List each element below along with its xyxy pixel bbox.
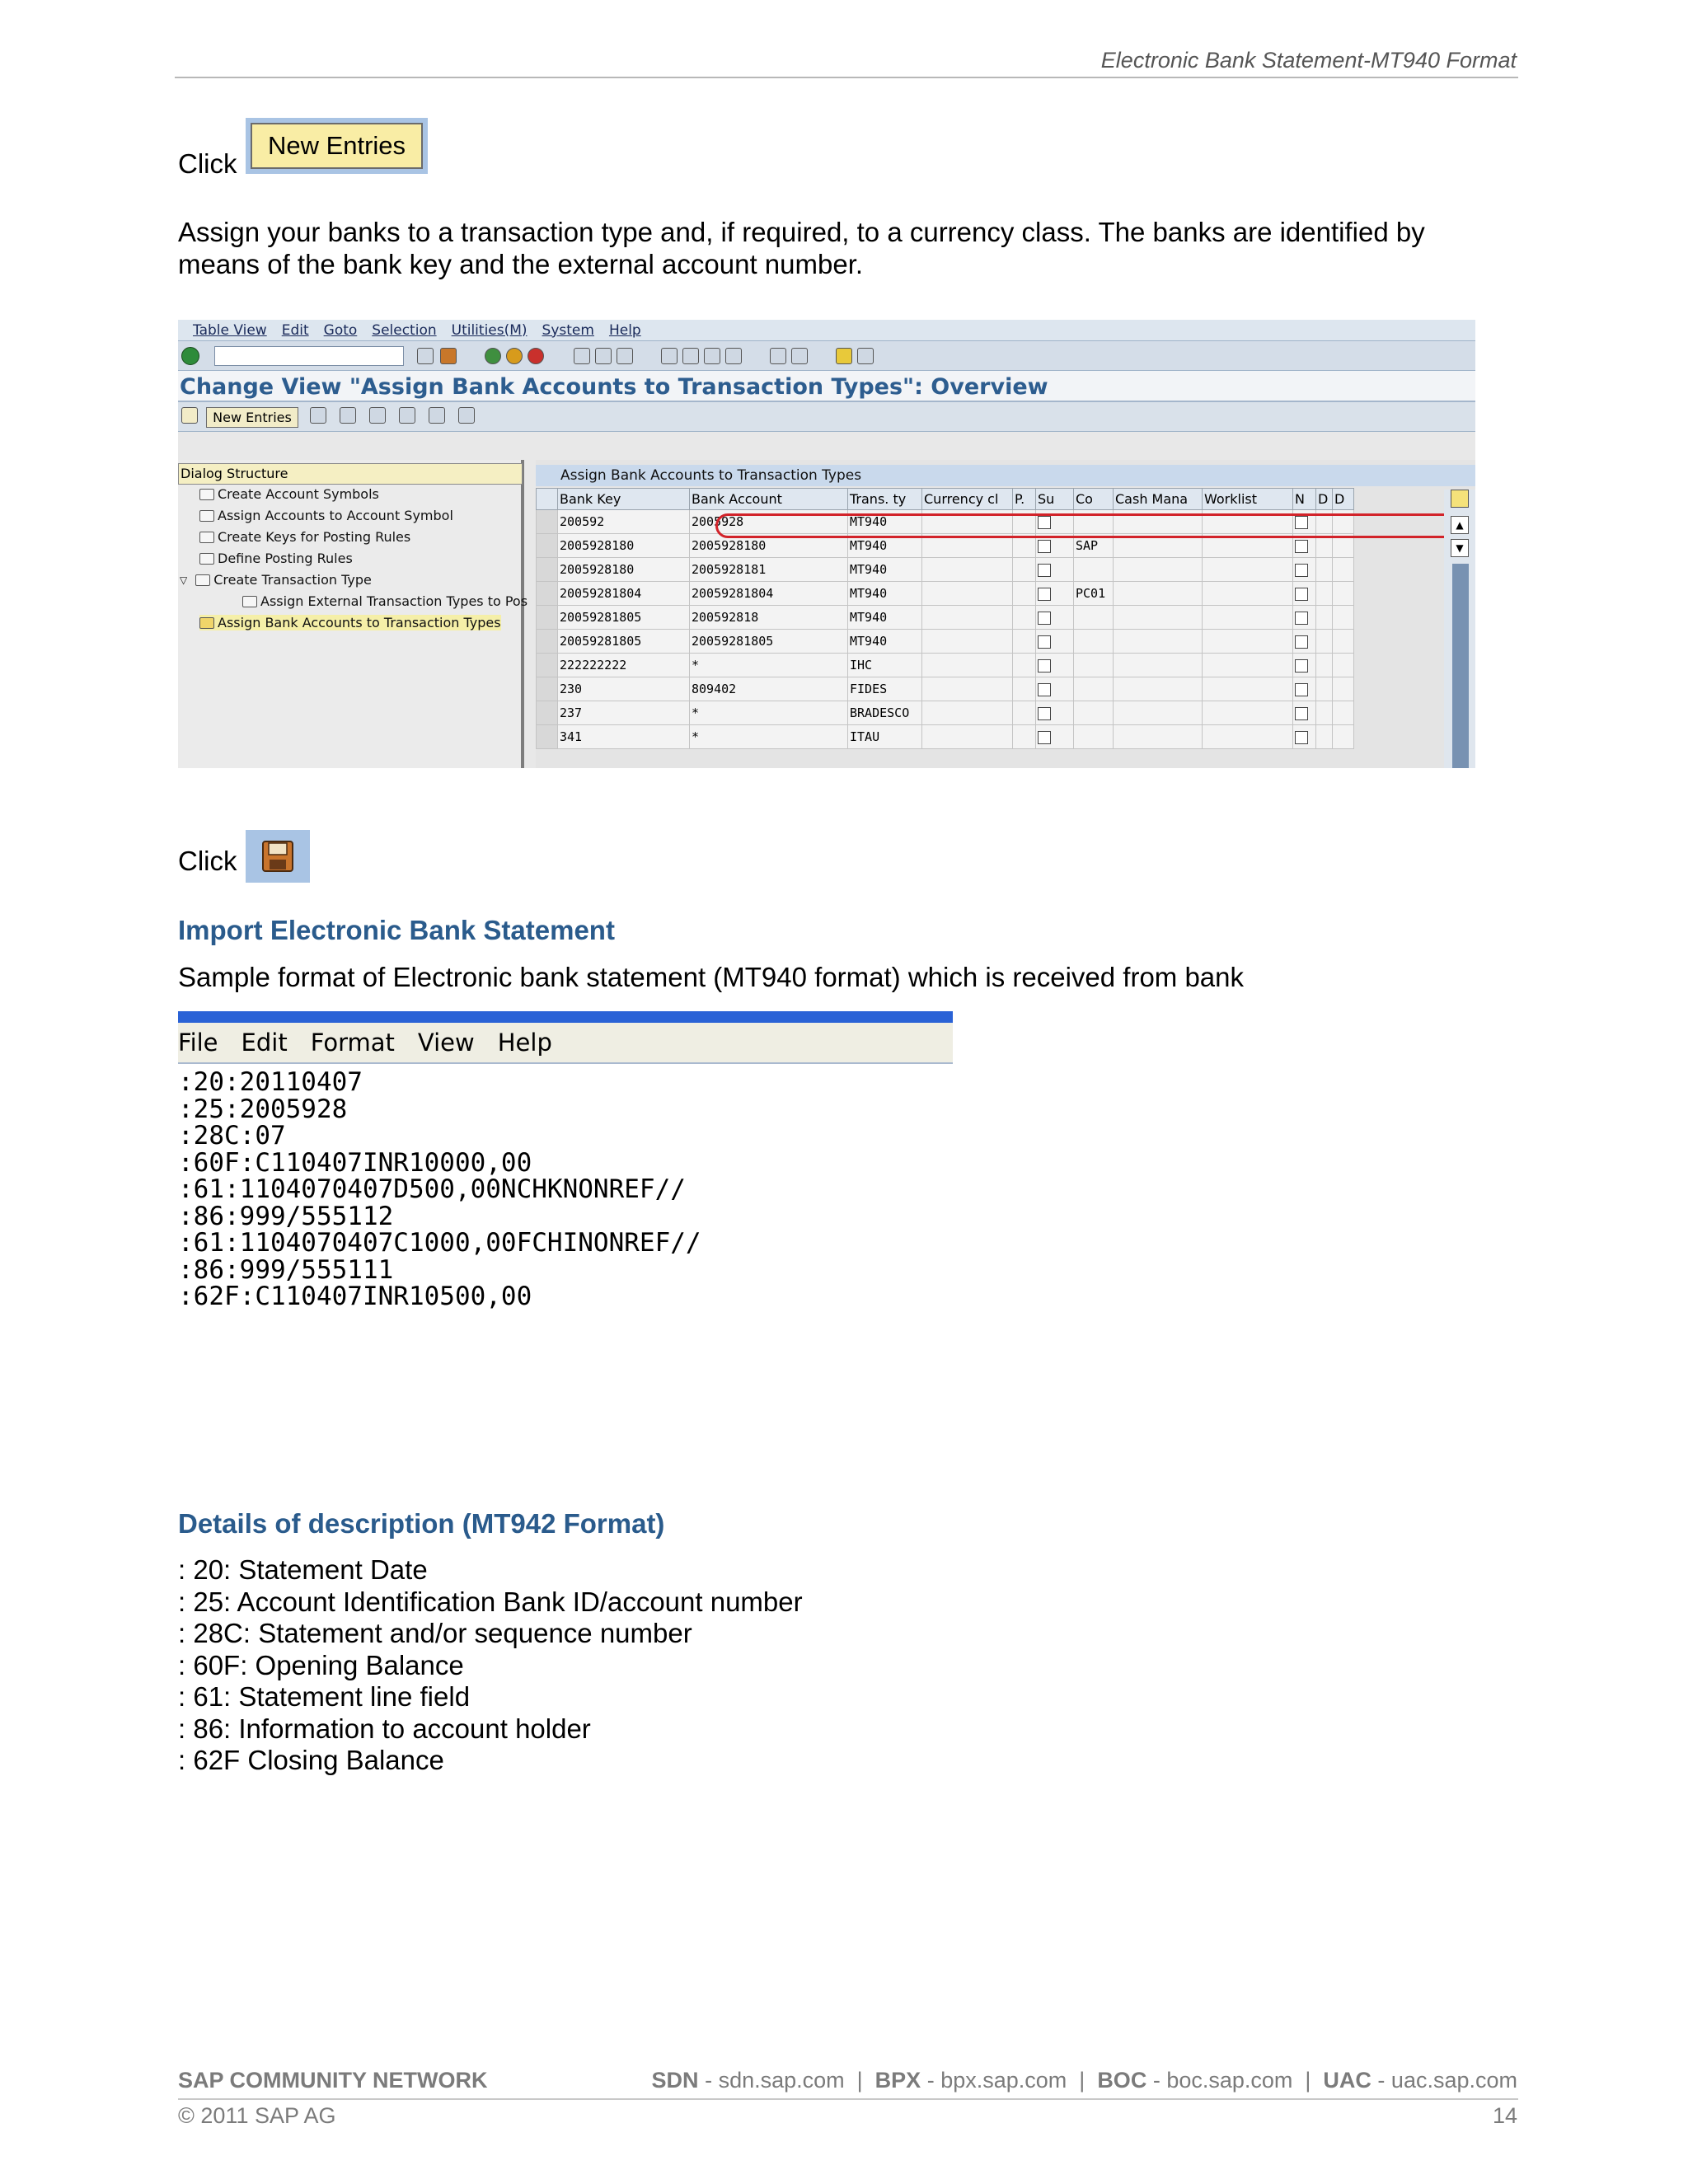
footer-separator: | xyxy=(844,2068,875,2093)
table-vertical-scrollbar[interactable] xyxy=(1444,490,1475,768)
detail-item: : 25: Account Identification Bank ID/account number xyxy=(178,1586,803,1617)
table-cell[interactable] xyxy=(922,654,1013,677)
tree-item-define-posting-rules[interactable]: Define Posting Rules xyxy=(199,551,353,566)
table-cell[interactable]: 20059281804 xyxy=(690,582,848,606)
checkbox[interactable] xyxy=(1295,612,1308,625)
layout-menu-icon[interactable] xyxy=(857,348,874,364)
table-cell[interactable] xyxy=(1074,630,1114,654)
intro-paragraph: Assign your banks to a transaction type and, if required, to a currency class. The banks are identified by means of the bank key and the external account number. xyxy=(178,217,1425,279)
column-header[interactable]: Bank Key xyxy=(558,489,690,510)
header-divider xyxy=(175,77,1518,78)
table-cell[interactable] xyxy=(922,582,1013,606)
table-cell[interactable] xyxy=(1333,630,1354,654)
footer-link-url[interactable]: bpx.sap.com xyxy=(940,2068,1067,2093)
table-cell[interactable] xyxy=(1013,606,1036,630)
new-entries-button-image xyxy=(246,118,428,174)
notepad-menu-format[interactable]: Format xyxy=(310,1029,395,1057)
table-cell[interactable] xyxy=(1074,558,1114,582)
table-cell[interactable] xyxy=(1316,654,1333,677)
tree-item-create-account-symbols[interactable]: Create Account Symbols xyxy=(199,486,379,502)
table-cell[interactable] xyxy=(1013,630,1036,654)
folder-icon xyxy=(199,510,214,522)
checkbox[interactable] xyxy=(1295,683,1308,696)
table-cell-checkbox[interactable] xyxy=(1293,677,1316,701)
previous-page-icon[interactable] xyxy=(682,348,699,364)
sap-menu-system[interactable]: System xyxy=(542,321,594,339)
table-cell[interactable]: 2005928180 xyxy=(558,558,690,582)
row-selector-header[interactable] xyxy=(537,489,558,510)
column-header[interactable]: P. xyxy=(1013,489,1036,510)
row-selector[interactable] xyxy=(537,534,558,558)
table-cell[interactable] xyxy=(1013,701,1036,725)
checkbox[interactable] xyxy=(1295,635,1308,649)
table-cell[interactable] xyxy=(1074,654,1114,677)
save-icon xyxy=(261,840,294,873)
footer-link-label: SDN xyxy=(651,2068,699,2093)
table-cell[interactable] xyxy=(1203,725,1293,749)
table-row[interactable] xyxy=(537,558,1354,582)
footer-dash: - xyxy=(698,2068,719,2093)
column-header[interactable]: D xyxy=(1333,489,1354,510)
table-cell[interactable] xyxy=(1203,630,1293,654)
select-block-icon[interactable] xyxy=(429,407,445,424)
table-cell-checkbox[interactable] xyxy=(1036,725,1074,749)
footer-link-url[interactable]: boc.sap.com xyxy=(1166,2068,1293,2093)
table-cell[interactable]: 20059281805 xyxy=(558,606,690,630)
sap-menu-help[interactable]: Help xyxy=(608,321,641,339)
column-header[interactable]: Trans. ty xyxy=(848,489,922,510)
table-cell[interactable]: 2005928180 xyxy=(690,534,848,558)
table-cell[interactable] xyxy=(1074,701,1114,725)
column-header[interactable]: Bank Account xyxy=(690,489,848,510)
table-cell[interactable]: MT940 xyxy=(848,558,922,582)
checkbox[interactable] xyxy=(1038,707,1051,720)
folder-icon xyxy=(195,574,210,586)
open-folder-icon xyxy=(199,617,214,629)
document-header-title: Electronic Bank Statement-MT940 Format xyxy=(1100,48,1517,73)
table-cell[interactable]: ITAU xyxy=(848,725,922,749)
checkbox[interactable] xyxy=(1038,659,1051,673)
table-cell[interactable] xyxy=(1013,582,1036,606)
table-cell[interactable]: 341 xyxy=(558,725,690,749)
table-row[interactable] xyxy=(537,606,1354,630)
sap-menu-edit[interactable]: Edit xyxy=(281,321,309,339)
table-cell[interactable] xyxy=(1333,654,1354,677)
table-cell[interactable]: 809402 xyxy=(690,677,848,701)
table-cell[interactable] xyxy=(922,677,1013,701)
tree-item-assign-accounts[interactable]: Assign Accounts to Account Symbol xyxy=(199,508,453,523)
column-header[interactable]: D xyxy=(1316,489,1333,510)
table-caption: Assign Bank Accounts to Transaction Types xyxy=(536,465,1475,486)
checkbox[interactable] xyxy=(1038,564,1051,577)
notepad-menu-file[interactable]: File xyxy=(178,1029,218,1057)
print-icon[interactable] xyxy=(574,348,590,364)
table-cell[interactable] xyxy=(922,701,1013,725)
row-selector[interactable] xyxy=(537,725,558,749)
detail-item: : 20: Statement Date xyxy=(178,1554,428,1585)
table-cell[interactable] xyxy=(922,725,1013,749)
table-cell-checkbox[interactable] xyxy=(1036,701,1074,725)
tree-item-create-keys[interactable]: Create Keys for Posting Rules xyxy=(199,529,410,545)
footer-dash: - xyxy=(921,2068,941,2093)
notepad-screenshot xyxy=(178,1011,953,1311)
table-cell-checkbox[interactable] xyxy=(1036,582,1074,606)
table-row[interactable] xyxy=(537,630,1354,654)
footer-link-url[interactable]: uac.sap.com xyxy=(1390,2068,1517,2093)
footer-separator: | xyxy=(1292,2068,1324,2093)
checkbox[interactable] xyxy=(1038,635,1051,649)
import-section-heading: Import Electronic Bank Statement xyxy=(178,915,615,945)
table-cell[interactable]: * xyxy=(690,725,848,749)
footer-link-label: BPX xyxy=(874,2068,921,2093)
checkbox[interactable] xyxy=(1295,731,1308,744)
column-header[interactable]: Currency cl xyxy=(922,489,1013,510)
tree-item-assign-external-types[interactable]: Assign External Transaction Types to Pos xyxy=(242,593,528,609)
table-cell[interactable] xyxy=(1333,558,1354,582)
table-cell[interactable]: 20059281804 xyxy=(558,582,690,606)
table-cell[interactable] xyxy=(1333,582,1354,606)
row-selector[interactable] xyxy=(537,606,558,630)
statement-line: :25:2005928 xyxy=(178,1094,348,1124)
table-cell[interactable] xyxy=(1074,725,1114,749)
table-cell[interactable]: 2005928 xyxy=(690,510,848,534)
footer-network: SAP COMMUNITY NETWORK xyxy=(178,2068,488,2093)
table-cell[interactable] xyxy=(1114,701,1203,725)
notepad-menu-bar xyxy=(178,1023,953,1064)
table-row[interactable] xyxy=(537,654,1354,677)
select-all-icon[interactable] xyxy=(399,407,415,424)
table-cell[interactable] xyxy=(1013,725,1036,749)
table-cell[interactable]: 2005928180 xyxy=(558,534,690,558)
row-selector[interactable] xyxy=(537,630,558,654)
table-cell-checkbox[interactable] xyxy=(1036,630,1074,654)
table-row[interactable] xyxy=(537,677,1354,701)
table-cell-checkbox[interactable] xyxy=(1036,558,1074,582)
table-cell[interactable] xyxy=(1114,677,1203,701)
table-row[interactable] xyxy=(537,701,1354,725)
dialog-structure-header: Dialog Structure xyxy=(178,463,523,485)
table-cell[interactable] xyxy=(1316,606,1333,630)
highlight-oval xyxy=(715,513,1475,538)
detail-item: : 28C: Statement and/or sequence number xyxy=(178,1618,692,1648)
table-cell[interactable] xyxy=(1316,677,1333,701)
table-cell[interactable]: MT940 xyxy=(848,510,922,534)
row-selector[interactable] xyxy=(537,558,558,582)
footer-link-label: UAC xyxy=(1323,2068,1372,2093)
sap-application-toolbar xyxy=(178,402,1475,432)
sap-screen-title: Change View "Assign Bank Accounts to Transaction Types": Overview xyxy=(180,374,1048,400)
table-header-row xyxy=(537,489,1354,510)
table-cell[interactable]: 20059281805 xyxy=(690,630,848,654)
table-cell[interactable] xyxy=(1316,630,1333,654)
exit-icon[interactable] xyxy=(506,348,523,364)
checkbox[interactable] xyxy=(1038,612,1051,625)
click-label-1: Click xyxy=(178,148,237,179)
footer-dash: - xyxy=(1146,2068,1167,2093)
sap-new-entries-button[interactable]: New Entries xyxy=(206,407,298,428)
sap-menu-table-view[interactable]: Table View xyxy=(193,321,267,339)
table-cell-checkbox[interactable] xyxy=(1036,677,1074,701)
column-header[interactable]: Co xyxy=(1074,489,1114,510)
copy-as-icon[interactable] xyxy=(310,407,326,424)
footer-separator: | xyxy=(1067,2068,1098,2093)
table-cell[interactable]: 20059281805 xyxy=(558,630,690,654)
table-cell[interactable] xyxy=(1013,558,1036,582)
row-selector[interactable] xyxy=(537,510,558,534)
enter-check-icon[interactable] xyxy=(181,347,199,365)
statement-line: :61:1104070407C1000,00FCHINONREF// xyxy=(178,1228,701,1258)
table-cell[interactable]: IHC xyxy=(848,654,922,677)
statement-line: :62F:C110407INR10500,00 xyxy=(178,1282,532,1311)
checkbox[interactable] xyxy=(1295,564,1308,577)
table-cell[interactable] xyxy=(1013,677,1036,701)
row-selector[interactable] xyxy=(537,677,558,701)
scroll-up-icon[interactable]: ▲ xyxy=(1451,516,1469,534)
tree-item-assign-bank-accounts[interactable]: Assign Bank Accounts to Transaction Types xyxy=(199,615,501,630)
table-cell[interactable] xyxy=(1203,582,1293,606)
sample-format-text: Sample format of Electronic bank statement (MT940 format) which is received from bank xyxy=(178,962,1245,992)
table-cell[interactable]: 200592818 xyxy=(690,606,848,630)
table-row[interactable] xyxy=(537,725,1354,749)
table-cell[interactable] xyxy=(1333,677,1354,701)
table-cell[interactable]: MT940 xyxy=(848,606,922,630)
checkbox[interactable] xyxy=(1295,588,1308,601)
table-cell[interactable] xyxy=(1333,606,1354,630)
first-page-icon[interactable] xyxy=(661,348,678,364)
checkbox[interactable] xyxy=(1038,588,1051,601)
checkbox[interactable] xyxy=(1295,659,1308,673)
row-selector[interactable] xyxy=(537,701,558,725)
table-cell[interactable]: 2005928181 xyxy=(690,558,848,582)
command-field[interactable] xyxy=(214,346,404,366)
details-section-heading: Details of description (MT942 Format) xyxy=(178,1508,665,1539)
footer-divider xyxy=(178,2098,1518,2100)
statement-line: :60F:C110407INR10000,00 xyxy=(178,1147,532,1178)
checkbox[interactable] xyxy=(1038,683,1051,696)
notepad-menu-view[interactable]: View xyxy=(417,1029,475,1057)
statement-line: :20:20110407 xyxy=(178,1067,363,1097)
table-cell[interactable] xyxy=(1203,701,1293,725)
detail-item: : 60F: Opening Balance xyxy=(178,1649,464,1680)
table-cell[interactable]: * xyxy=(690,701,848,725)
sap-screenshot xyxy=(178,320,1475,768)
save-button-image[interactable] xyxy=(246,830,310,883)
cancel-icon[interactable] xyxy=(528,348,544,364)
footer-copyright: © 2011 SAP AG xyxy=(178,2103,336,2128)
detail-item: : 62F Closing Balance xyxy=(178,1745,444,1775)
back-arrow-icon[interactable] xyxy=(417,348,434,364)
back-icon[interactable] xyxy=(485,348,501,364)
find-icon[interactable] xyxy=(595,348,612,364)
sap-menu-bar xyxy=(178,320,1475,341)
checkbox[interactable] xyxy=(1038,731,1051,744)
detail-item: : 86: Information to account holder xyxy=(178,1713,591,1744)
table-cell-checkbox[interactable] xyxy=(1293,630,1316,654)
table-cell[interactable] xyxy=(1114,606,1203,630)
detail-item: : 61: Statement line field xyxy=(178,1681,471,1712)
checkbox[interactable] xyxy=(1295,540,1308,553)
undo-change-icon[interactable] xyxy=(369,407,386,424)
column-header[interactable]: Cash Mana xyxy=(1114,489,1203,510)
table-cell[interactable] xyxy=(1316,725,1333,749)
sap-menu-utilities[interactable]: Utilities(M) xyxy=(451,321,528,339)
sap-menu-selection[interactable]: Selection xyxy=(372,321,437,339)
table-row[interactable] xyxy=(537,582,1354,606)
table-cell-checkbox[interactable] xyxy=(1293,606,1316,630)
table-cell[interactable] xyxy=(922,630,1013,654)
table-cell-checkbox[interactable] xyxy=(1293,558,1316,582)
table-cell[interactable]: MT940 xyxy=(848,582,922,606)
column-header[interactable]: Worklist xyxy=(1203,489,1293,510)
table-cell[interactable] xyxy=(1316,558,1333,582)
table-cell-checkbox[interactable] xyxy=(1036,606,1074,630)
statement-line: :61:1104070407D500,00NCHKNONREF// xyxy=(178,1174,686,1204)
sap-title-bar xyxy=(178,371,1475,402)
expand-triangle-icon[interactable]: ▽ xyxy=(180,574,188,586)
table-cell[interactable] xyxy=(1316,701,1333,725)
table-cell[interactable]: 200592 xyxy=(558,510,690,534)
scroll-down-icon[interactable]: ▼ xyxy=(1451,539,1469,557)
table-cell[interactable]: 230 xyxy=(558,677,690,701)
shortcut-icon[interactable] xyxy=(791,348,808,364)
notepad-menu-help[interactable]: Help xyxy=(497,1029,552,1057)
table-cell[interactable]: SAP xyxy=(1074,534,1114,558)
table-cell-checkbox[interactable] xyxy=(1293,654,1316,677)
checkbox[interactable] xyxy=(1038,540,1051,553)
table-cell[interactable] xyxy=(1114,582,1203,606)
find-next-icon[interactable] xyxy=(617,348,633,364)
tree-item-create-transaction-type[interactable]: ▽ Create Transaction Type xyxy=(180,572,372,588)
column-header[interactable]: N xyxy=(1293,489,1316,510)
folder-icon xyxy=(199,489,214,500)
new-entries-button[interactable]: New Entries xyxy=(251,123,423,169)
folder-icon xyxy=(199,532,214,543)
notepad-menu-edit[interactable]: Edit xyxy=(241,1029,288,1057)
scrollbar-thumb[interactable] xyxy=(1452,564,1469,768)
last-page-icon[interactable] xyxy=(725,348,742,364)
table-cell[interactable] xyxy=(922,558,1013,582)
table-cell[interactable] xyxy=(1114,630,1203,654)
table-cell[interactable] xyxy=(1074,606,1114,630)
table-cell-checkbox[interactable] xyxy=(1293,582,1316,606)
table-cell[interactable] xyxy=(1114,558,1203,582)
table-cell[interactable]: * xyxy=(690,654,848,677)
column-settings-icon[interactable] xyxy=(1451,490,1469,508)
help-icon[interactable] xyxy=(836,348,852,364)
table-cell[interactable] xyxy=(1316,582,1333,606)
notepad-title-bar xyxy=(178,1011,953,1023)
checkbox[interactable] xyxy=(1295,707,1308,720)
table-cell[interactable]: FIDES xyxy=(848,677,922,701)
footer-links xyxy=(652,2068,1517,2093)
table-cell[interactable]: PC01 xyxy=(1074,582,1114,606)
table-cell[interactable] xyxy=(922,606,1013,630)
statement-line: :28C:07 xyxy=(178,1121,286,1151)
footer-link-label: BOC xyxy=(1097,2068,1147,2093)
table-cell[interactable] xyxy=(1114,654,1203,677)
page-number: 14 xyxy=(1492,2103,1517,2128)
table-cell[interactable]: 237 xyxy=(558,701,690,725)
footer-dash: - xyxy=(1371,2068,1391,2093)
save-icon[interactable] xyxy=(440,348,457,364)
table-cell[interactable] xyxy=(1203,558,1293,582)
sap-standard-toolbar xyxy=(178,341,1475,371)
row-selector[interactable] xyxy=(537,582,558,606)
sap-menu-goto[interactable]: Goto xyxy=(323,321,358,339)
table-cell-checkbox[interactable] xyxy=(1036,654,1074,677)
click-label-2: Click xyxy=(178,846,237,876)
folder-icon xyxy=(242,596,257,607)
table-cell[interactable] xyxy=(1203,606,1293,630)
dialog-structure-panel xyxy=(178,460,524,768)
delete-icon[interactable] xyxy=(340,407,356,424)
statement-line: :86:999/555112 xyxy=(178,1201,394,1231)
next-page-icon[interactable] xyxy=(704,348,720,364)
table-cell[interactable] xyxy=(1203,654,1293,677)
table-cell-checkbox[interactable] xyxy=(1293,725,1316,749)
table-cell[interactable] xyxy=(1333,701,1354,725)
column-header[interactable]: Su xyxy=(1036,489,1074,510)
table-cell-checkbox[interactable] xyxy=(1293,701,1316,725)
table-cell[interactable] xyxy=(1333,725,1354,749)
notepad-text-area[interactable] xyxy=(178,1069,701,1310)
table-cell[interactable] xyxy=(1203,677,1293,701)
table-cell[interactable] xyxy=(1074,677,1114,701)
deselect-all-icon[interactable] xyxy=(458,407,475,424)
table-cell[interactable]: BRADESCO xyxy=(848,701,922,725)
statement-line: :86:999/555111 xyxy=(178,1254,394,1285)
display-change-icon[interactable] xyxy=(181,407,198,424)
folder-icon xyxy=(199,553,214,565)
table-cell[interactable]: 222222222 xyxy=(558,654,690,677)
table-cell[interactable] xyxy=(1013,654,1036,677)
new-session-icon[interactable] xyxy=(770,348,786,364)
footer-link-url[interactable]: sdn.sap.com xyxy=(718,2068,845,2093)
row-selector[interactable] xyxy=(537,654,558,677)
table-cell[interactable]: MT940 xyxy=(848,534,922,558)
table-cell[interactable]: MT940 xyxy=(848,630,922,654)
table-cell[interactable] xyxy=(1114,725,1203,749)
